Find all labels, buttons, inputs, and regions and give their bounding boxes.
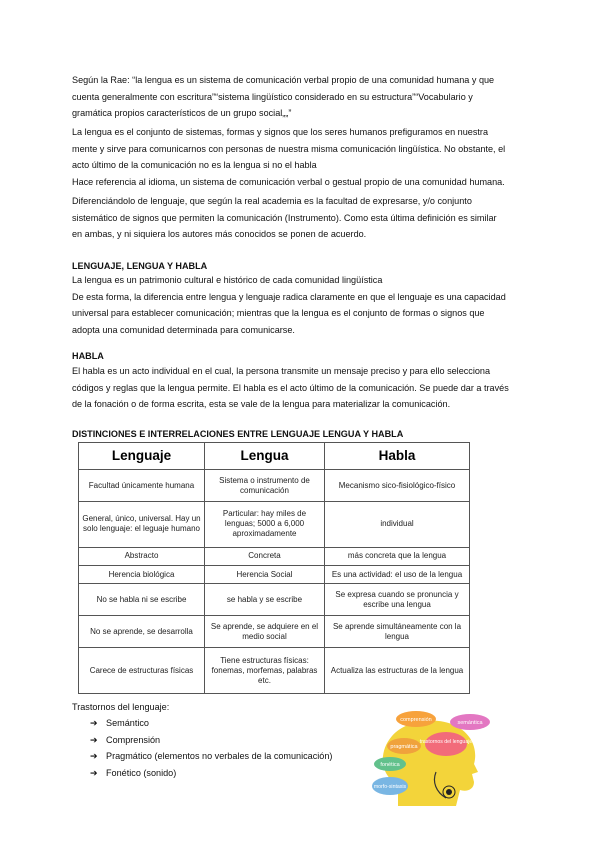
text-line: Diferenciándolo de lenguaje, que según la real academia es la facultad de expresarse, y/o conjunto	[72, 196, 472, 206]
table-header-row	[79, 443, 470, 470]
list-item-label: Comprensión	[106, 734, 161, 745]
bubble-label: morfo-sintaxis	[373, 784, 407, 790]
table-cell: Se expresa cuando se pronuncia y escribe una lengua	[325, 584, 470, 616]
table-cell: General, único, universal. Hay un solo lenguaje: el leguaje humano	[79, 502, 205, 548]
table-cell: No se habla ni se escribe	[79, 584, 205, 616]
table-cell: Es una actividad: el uso de la lengua	[325, 565, 470, 583]
arrow-icon: ➔	[90, 718, 98, 729]
bubble-label: comprensión	[400, 717, 432, 723]
table-row	[79, 565, 470, 583]
text-line: acto último de la comunicación no es la lengua si no el habla	[72, 160, 317, 170]
table-row	[79, 502, 470, 548]
text-line: en ambas, y ni siquiera los autores más conocidos se ponen de acuerdo.	[72, 229, 367, 239]
arrow-icon: ➔	[90, 767, 98, 778]
table-cell: Facultad únicamente humana	[79, 470, 205, 502]
table-row	[79, 616, 470, 648]
text-line: La lengua es un patrimonio cultural e histórico de cada comunidad lingüística	[72, 275, 383, 285]
arrow-icon: ➔	[90, 751, 98, 762]
table-cell: Se aprende, se adquiere en el medio social	[205, 616, 325, 648]
distinctions-table	[78, 442, 470, 694]
table-cell: Carece de estructuras físicas	[79, 648, 205, 694]
table-cell: Actualiza las estructuras de la lengua	[325, 648, 470, 694]
table-cell: se habla y se escribe	[205, 584, 325, 616]
table-cell: Particular: hay miles de lenguas; 5000 a 6,000 aproximadamente	[205, 502, 325, 548]
language-disorders-list	[72, 699, 332, 781]
text-line: gramática propios característicos de un grupo social„„”	[72, 108, 292, 118]
section-heading-habla: HABLA	[72, 351, 104, 361]
section-heading-distinciones: DISTINCIONES E INTERRELACIONES ENTRE LENGUAJE LENGUA Y HABLA	[72, 429, 404, 439]
section-paragraph-lengua	[72, 272, 532, 338]
bubble-label: trastornos del lenguaje	[419, 739, 473, 745]
table-cell: Herencia Social	[205, 565, 325, 583]
table-cell: Abstracto	[79, 547, 205, 565]
arrow-icon: ➔	[90, 734, 98, 745]
list-item	[90, 748, 332, 764]
bubble-fonetica	[374, 757, 406, 771]
text-line: adopta una comunidad determinada para comunicarse.	[72, 324, 295, 335]
seal-icon-inner	[446, 789, 452, 795]
text-line: sistemático de signos que permiten la comunicación (Instrumento). Como esta última definición es similar	[72, 212, 497, 223]
table-row	[79, 648, 470, 694]
language-disorders-illustration	[370, 706, 494, 806]
list-item-label: Fonético (sonido)	[106, 767, 177, 778]
table-cell: individual	[325, 502, 470, 548]
bubble-label: pragmática	[390, 744, 418, 750]
bubble-label: fonética	[380, 762, 400, 768]
list-item-label: Semántico	[106, 718, 149, 729]
table-row	[79, 584, 470, 616]
text-line: universal para establecer comunicación; mientras que la lengua es el conjunto de formas o signos que	[72, 308, 485, 318]
table-cell: Tiene estructuras físicas: fonemas, morfemas, palabras etc.	[205, 648, 325, 694]
table-cell: Se aprende simultáneamente con la lengua	[325, 616, 470, 648]
bubble-morfosintaxis	[372, 777, 408, 795]
section-paragraph-habla	[72, 363, 532, 413]
text-line: códigos y reglas que la lengua permite. El habla es el acto último de la comunicación. Se puede dar a través	[72, 382, 509, 393]
bubble-comprension	[396, 711, 436, 727]
list-item	[90, 765, 332, 781]
column-header-lenguaje: Lenguaje	[79, 443, 205, 470]
text-line: De esta forma, la diferencia entre lengua y lenguaje radica claramente en que el lenguaje es una capacidad	[72, 291, 506, 302]
table-row	[79, 470, 470, 502]
column-header-lengua: Lengua	[205, 443, 325, 470]
text-line: Hace referencia al idioma, un sistema de comunicación verbal o gestual propio de una comunidad humana.	[72, 176, 505, 187]
intro-paragraph-lenguaje	[72, 193, 532, 243]
column-header-habla: Habla	[325, 443, 470, 470]
table-cell: más concreta que la lengua	[325, 547, 470, 565]
list-title: Trastornos del lenguaje:	[72, 702, 170, 712]
bubble-label: semántica	[457, 720, 483, 726]
table-cell: Concreta	[205, 547, 325, 565]
list-item	[90, 732, 332, 748]
text-line: El habla es un acto individual en el cual, la persona transmite un mensaje preciso y para ello selecciona	[72, 366, 491, 376]
text-line: mente y sirve para comunicarnos con personas de nuestra misma comunicación lingüística. No obstante, el	[72, 143, 506, 154]
text-line: Según la Rae: “la lengua es un sistema de comunicación verbal propio de una comunidad humana y que	[72, 75, 495, 85]
text-line: cuenta generalmente con escritura”“sistema lingüístico considerado en su estructura”“Vocabulario y	[72, 91, 473, 102]
list-item	[90, 715, 332, 731]
table-row	[79, 547, 470, 565]
text-line: La lengua es el conjunto de sistemas, formas y signos que los seres humanos prefiguramos en nuestra	[72, 127, 489, 137]
table-cell: No se aprende, se desarrolla	[79, 616, 205, 648]
intro-paragraph-lengua	[72, 124, 532, 190]
table-cell: Mecanismo sico-fisiológico-físico	[325, 470, 470, 502]
text-line: de la fonación o de forma escrita, esta se vale de la lengua para materializar la comunicación.	[72, 399, 451, 409]
list-item-label: Pragmático (elementos no verbales de la comunicación)	[106, 751, 333, 762]
bubble-pragmatica	[387, 738, 421, 754]
section-heading-lenguaje-lengua-habla: LENGUAJE, LENGUA Y HABLA	[72, 261, 208, 271]
intro-paragraph-rae	[72, 72, 532, 122]
table-cell: Sistema o instrumento de comunicación	[205, 470, 325, 502]
bubble-semantica	[450, 714, 490, 730]
table-cell: Herencia biológica	[79, 565, 205, 583]
